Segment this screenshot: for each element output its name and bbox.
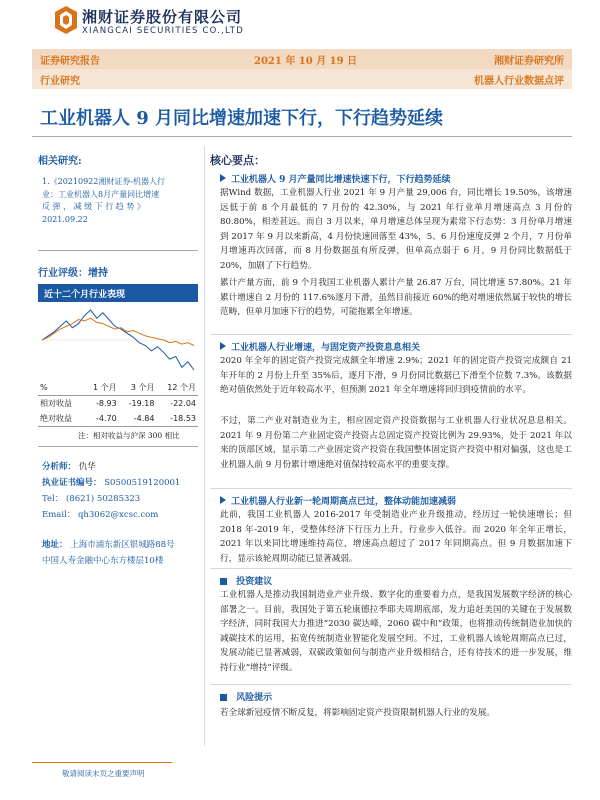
phone xyxy=(42,492,140,504)
table-cell: -22.04 xyxy=(170,399,196,408)
section-1-heading xyxy=(220,172,451,185)
report-type: 证券研究报告 xyxy=(40,56,100,67)
section-title: 风险提示 xyxy=(236,693,273,703)
address-label: 地址： xyxy=(42,540,68,550)
email xyxy=(42,508,158,520)
table-header-cell: % xyxy=(38,380,84,396)
table-cell: -19.18 xyxy=(128,399,155,408)
section-divider xyxy=(210,684,572,685)
performance-heading-bar xyxy=(38,284,198,302)
rating-label: 行业评级： xyxy=(38,268,88,279)
report-subtitle: 机器人行业数据点评 xyxy=(474,76,564,87)
section-3-heading xyxy=(220,494,456,507)
left-divider xyxy=(38,446,198,447)
company-logo-icon xyxy=(55,6,77,34)
address-line-2 xyxy=(42,554,163,566)
table-row-label: 绝对收益 xyxy=(38,411,84,427)
analyst xyxy=(42,460,96,472)
section-2-paragraph-1: 2020 年全年的固定资产投资完成额全年增速 2.9%；2021 年的固定资产投资完成额自 21 年开年的 2 月份上升至 35%后，逐月下滑，9 月份同比数据已下滑至个位数 7.3%。该数据绝对值依然处于近年较高水平，但预测 2021 年全年增速将回归到疫情前的水平。 xyxy=(220,356,572,396)
section-2-heading xyxy=(220,340,420,353)
core-points-heading: 核心要点： xyxy=(210,154,265,167)
title-divider xyxy=(32,136,572,137)
section-5-paragraph-1: 若全球新冠疫情不断反复，将影响固定资产投资限制机器人行业的发展。 xyxy=(220,708,496,718)
phone-label: Tel： xyxy=(42,494,64,504)
section-divider xyxy=(210,488,572,489)
section-title: 工业机器人 9 月产量同比增速快速下行，下行趋势延续 xyxy=(231,175,451,185)
performance-line-chart xyxy=(38,304,198,376)
table-header-cell: 12 个月 xyxy=(156,380,198,396)
performance-table xyxy=(38,380,198,427)
rating-value: 增持 xyxy=(88,268,108,279)
table-row-label: 相对收益 xyxy=(40,399,72,408)
section-title: 工业机器人行业新一轮周期高点已过，整体动能加速减弱 xyxy=(231,497,457,507)
section-title: 工业机器人行业增速，与固定资产投资息息相关 xyxy=(231,343,421,353)
report-date: 2021 年 10 月 19 日 xyxy=(254,56,358,67)
institute: 湘财证券研究所 xyxy=(494,56,564,67)
section-title: 投资建议 xyxy=(236,577,273,587)
address xyxy=(42,538,175,550)
column-divider xyxy=(204,146,205,746)
section-divider xyxy=(210,334,572,335)
email-label: Email： xyxy=(42,510,76,520)
related-research-list xyxy=(42,176,192,226)
table-cell: -18.53 xyxy=(156,411,198,427)
related-research-heading: 相关研究: xyxy=(38,156,82,167)
report-category: 行业研究 xyxy=(40,76,80,87)
section-divider xyxy=(210,568,572,569)
table-cell: -8.93 xyxy=(95,399,117,408)
footer-disclaimer[interactable]: 敬请阅读末页之重要声明 xyxy=(62,769,145,778)
performance-note: 注：相对收益与沪深 300 相比 xyxy=(78,431,180,440)
section-1-paragraph-1: 据Wind 数据，工业机器人行业 2021 年 9 月产量 29,006 台，同比增长 19.50%，该增速远低于前 8 个月最低的 7 月份的 42.30%，与 2021 年行业单月增速高点 3 月份的 80.80%，相差甚远。而自 3 月以来，单月增速总体呈现为素常下行态势：3 月份单月增速到 2017 年 9 月以来新高，4 月份快速回落至 43%，5、6 月份速度反弹 2 个月，7 月份单月增速再次回落，而 8 月份数据虽有所反弹，但单高点弱于 6 月，9 月份同比数据低于 20%，加剧了下行趋势。 xyxy=(220,188,572,271)
bullet-arrow-icon xyxy=(220,496,226,504)
address-line: 上海市浦东新区银城路88号 xyxy=(70,540,175,550)
section-1-paragraph-2: 累计产量方面，前 9 个月我国工业机器人累计产量 26.87 万台，同比增速 57.80%。21 年累计增速自 2 月份的 117.6%逐月下滑，虽然目前接近 60%的绝对增速依然属于较快的增长范畴，但单月加速下行的趋势，可能拖累全年增速。 xyxy=(220,278,572,318)
address-line: 中国人寿金融中心东方楼层10楼 xyxy=(42,556,164,566)
cert-number xyxy=(42,476,180,488)
table-cell: -4.84 xyxy=(119,411,157,427)
table-header-row xyxy=(38,380,198,396)
table-header-cell: 3 个月 xyxy=(119,380,157,396)
table-header-cell: 1 个月 xyxy=(84,380,119,396)
brand-name-cn: 湘财证券股份有限公司 xyxy=(82,8,243,26)
table-cell: -4.70 xyxy=(84,411,119,427)
industry-rating xyxy=(38,264,108,279)
phone-value: (8621) 50285323 xyxy=(65,494,141,504)
header-bar-bottom xyxy=(32,69,572,89)
related-line[interactable]: 业：工业机器人8月产量同比增速 xyxy=(42,189,160,199)
section-4-paragraph-1: 工业机器人是推动我国制造业产业升级、数字化的重要着力点，是我国发展数字经济的核心部署之一。目前，我国处于第五轮康德拉季耶夫周期底部，发力追赶美国的关键在于发展数字经济，同时我国大力推进“2030 碳达峰，2060 碳中和”政策，也将推动传统制造业加快的减碳技术的运用，拓宽传统制造业智能化发展空间。不过，工业机器人该轮周期高点已过，发展动能已显著减弱，双碳政策如何与制造产业升级相结合，还有待技术的进一步发展，维持行业“增持”评级。 xyxy=(220,590,572,673)
analyst-label: 分析师： xyxy=(42,462,77,472)
analyst-name: 仇华 xyxy=(78,462,96,472)
section-2-paragraph-2: 不过，第二产业对制造业为主，相应固定资产投资数据与工业机器人行业状况息息相关。2021 年 9 月份第二产业固定资产投资占总固定资产投资比例为 29.93%，处于 2021 年以来的顶部区域，显示第二产业固定资产投资在我国整体固定资产投资中相对偏强，这也是工业机器人前 9 月份累计增速绝对值保持较高水平的重要支撑。 xyxy=(220,416,572,470)
section-3-paragraph-1: 此前，我国工业机器人 2016-2017 年受制造业产业升级推动，经历过一轮快速增长；但 2018 年-2019 年，受整体经济下行压力上升，行业步入低谷。而 2020 年全年正增长，2021 年以来同比增速维持高位，增速高点超过了 2017 年同期高点。但 9 月数据加速下行，显示该轮周期动能已显著减弱。 xyxy=(220,510,572,564)
left-divider xyxy=(38,250,198,251)
cert-value: S0500519120001 xyxy=(104,478,181,488)
related-line[interactable]: 1.《20210922湘财证券-机器人行 xyxy=(42,177,166,186)
related-line: 2021.09.22 xyxy=(42,214,88,224)
performance-heading: 近十二个月行业表现 xyxy=(44,290,126,300)
table-row xyxy=(38,396,198,412)
cert-label: 执业证书编号： xyxy=(42,478,102,488)
bullet-arrow-icon xyxy=(220,342,226,350)
header-bar-top xyxy=(32,49,572,69)
related-line[interactable]: 反 弹 ， 减 缓 下 行 趋 势 》 xyxy=(42,202,145,211)
table-row xyxy=(38,411,198,427)
section-4-heading xyxy=(220,574,272,587)
section-5-heading xyxy=(220,690,272,703)
bullet-arrow-icon xyxy=(220,174,226,182)
email-value[interactable]: qh3062@xcsc.com xyxy=(77,510,159,520)
brand-name-en: XIANGCAI SECURITIES CO.,LTD xyxy=(82,26,244,36)
page-title: 工业机器人 9 月同比增速加速下行，下行趋势延续 xyxy=(40,108,444,129)
footer-divider xyxy=(32,762,172,763)
